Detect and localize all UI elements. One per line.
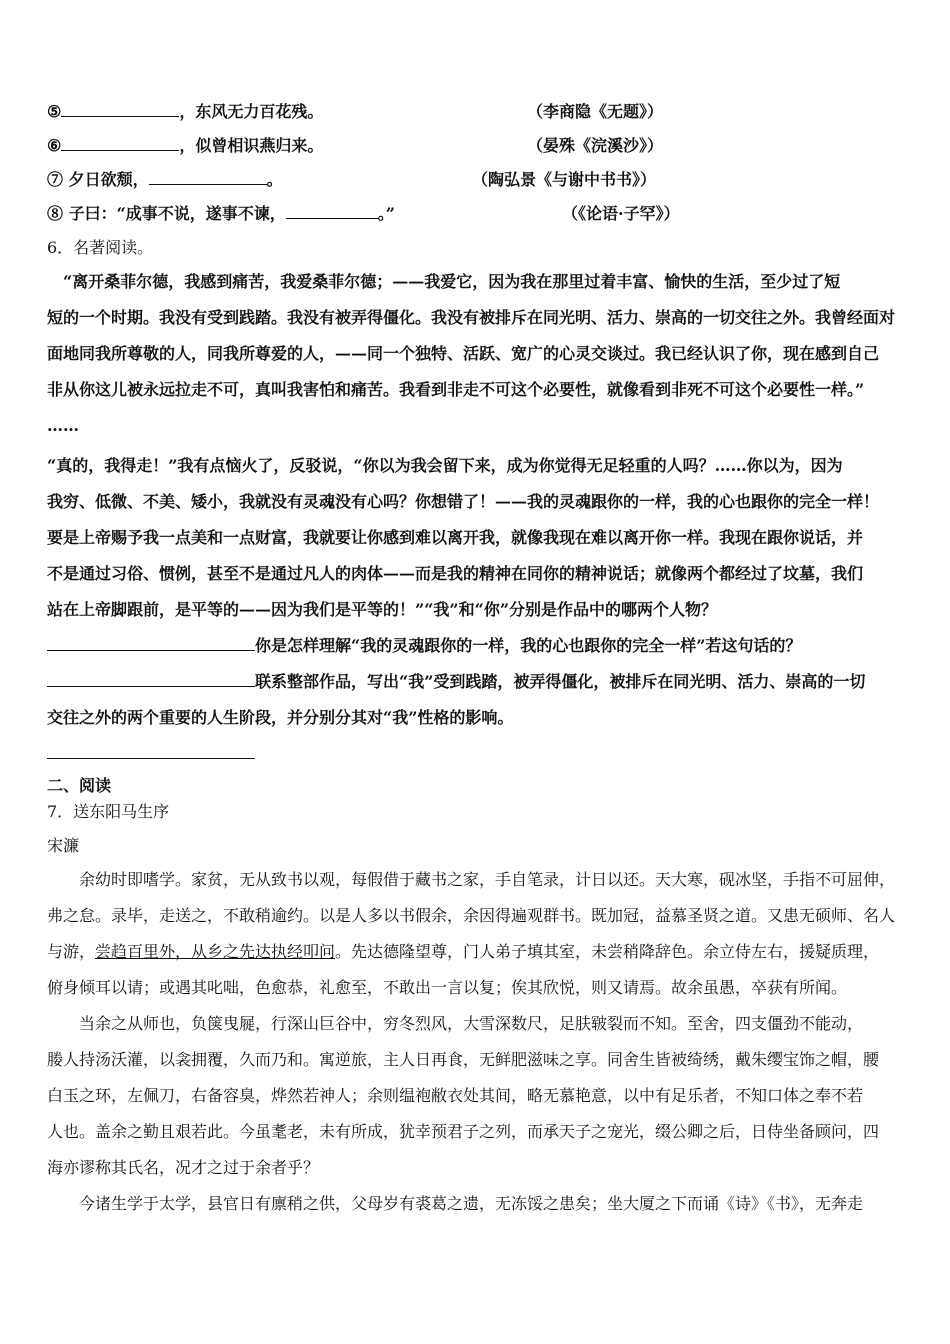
answer-blank[interactable] — [286, 204, 378, 219]
poem-lead: ⑧ 子曰：“成事不说，遂事不谏， — [47, 204, 286, 223]
text-line: 弗之怠。录毕，走送之，不敢稍逾约。以是人多以书假余，余因得遍观群书。既加冠，益慕圣贤之道。又患无硕师、名人 — [47, 906, 896, 925]
passage-line: “真的，我得走！”我有点恼火了，反驳说，“你以为我会留下来，成为你觉得无足轻重的人吗？……你以为，因为 — [47, 456, 843, 475]
poem-line-6 — [47, 136, 905, 156]
passage-line: 短的一个时期。我没有受到践踏。我没有被弄得僵化。我没有被排斥在同光明、活力、崇高的一切交往之外。我曾经面对 — [47, 308, 896, 327]
section-heading: 二、阅读 — [47, 776, 112, 795]
text-line: 白玉之环，左佩刀，右备容臭，烨然若神人；余则缊袍敝衣处其间，略无慕艳意，以中有足乐者，不知口体之奉不若 — [47, 1086, 864, 1105]
text-line: 人也。盖余之勤且艰若此。今虽耄老，未有所成，犹幸预君子之列，而承天子之宠光，缀公卿之后，日侍坐备顾问，四 — [47, 1122, 880, 1141]
poem-source: （《论语·子罕》） — [562, 204, 680, 223]
question-6-part-2 — [47, 636, 905, 656]
passage-line: 站在上帝脚跟前，是平等的——因为我们是平等的！”“我”和“你”分别是作品中的哪两个人物？ — [47, 600, 718, 619]
poem-text: 。 — [266, 170, 283, 189]
answer-blank[interactable] — [61, 102, 179, 117]
passage-ellipsis: …… — [47, 416, 79, 435]
text-line: 今诸生学于太学，县官日有廪稍之供，父母岁有裘葛之遗，无冻馁之患矣；坐大厦之下而诵《诗》《书》，无奔走 — [79, 1194, 864, 1213]
answer-blank[interactable] — [61, 136, 179, 151]
question-6-part-3 — [47, 672, 905, 692]
question-text: 联系整部作品，写出“我”受到践踏，被弄得僵化，被排斥在同光明、活力、崇高的一切 — [255, 672, 866, 691]
poem-text: 。” — [377, 204, 395, 223]
poem-line-8 — [47, 204, 905, 224]
passage-line: 要是上帝赐予我一点美和一点财富，我就要让你感到难以离开我，就像我现在难以离开你一样。我现在跟你说话，并 — [47, 528, 864, 547]
poem-source: （李商隐《无题》） — [527, 102, 664, 121]
poem-text: ，东风无力百花残。 — [179, 102, 324, 121]
question-7-title: 7．送东阳马生序 — [47, 802, 170, 821]
question-text: 你是怎样理解“我的灵魂跟你的一样，我的心也跟你的完全一样”若这句话的？ — [255, 636, 802, 655]
poem-text: ，似曾相识燕归来。 — [179, 136, 324, 155]
passage-line: 不是通过习俗、惯例，甚至不是通过凡人的肉体——而是我的精神在同你的精神说话；就像两个都经过了坟墓，我们 — [47, 564, 864, 583]
poem-lead: ⑤ — [47, 102, 62, 121]
text-line: 媵人持汤沃灌，以衾拥覆，久而乃和。寓逆旅，主人日再食，无鲜肥滋味之享。同舍生皆被绮绣，戴朱缨宝饰之帽，腰 — [47, 1050, 880, 1069]
text-line: 余幼时即嗜学。家贫，无从致书以观，每假借于藏书之家，手自笔录，计日以还。天大寒，砚冰坚，手指不可屈伸， — [79, 870, 896, 889]
author: 宋濂 — [47, 836, 80, 855]
question-6-title: 6．名著阅读。 — [47, 238, 154, 257]
text-line — [47, 942, 905, 962]
answer-blank[interactable] — [47, 636, 255, 651]
passage-line: 我穷、低微、不美、矮小，我就没有灵魂没有心吗？你想错了！——我的灵魂跟你的一样，我的心也跟你的完全一样！ — [47, 492, 880, 511]
passage-line: 面地同我所尊敬的人，同我所尊爱的人，——同一个独特、活跃、宽广的心灵交谈过。我已经认识了你，现在感到自己 — [47, 344, 880, 363]
text-segment: 。先达德隆望尊，门人弟子填其室，未尝稍降辞色。余立侍左右，援疑质理， — [335, 942, 880, 961]
passage-line: 非从你这儿被永远拉走不可，真叫我害怕和痛苦。我看到非走不可这个必要性，就像看到非死不可这个必要性一样。” — [47, 380, 865, 399]
text-segment: 与游， — [47, 942, 96, 961]
poem-line-7 — [47, 170, 905, 190]
poem-lead: ⑦ 夕日欲颓， — [47, 170, 149, 189]
poem-source: （晏殊《浣溪沙》） — [527, 136, 664, 155]
answer-blank[interactable] — [47, 758, 255, 759]
answer-blank[interactable] — [149, 170, 267, 185]
question-6-part-3-cont: 交往之外的两个重要的人生阶段，并分别分其对“我”性格的影响。 — [47, 708, 514, 727]
answer-blank[interactable] — [47, 672, 255, 687]
poem-source: （陶弘景《与谢中书书》） — [472, 170, 657, 189]
underlined-sentence: 尝趋百里外，从乡之先达执经叩问 — [95, 942, 336, 961]
poem-lead: ⑥ — [47, 136, 62, 155]
poem-line-5 — [47, 102, 905, 122]
text-line: 当余之从师也，负箧曳屣，行深山巨谷中，穷冬烈风，大雪深数尺，足肤皲裂而不知。至舍，四支僵劲不能动， — [79, 1014, 864, 1033]
passage-line: “离开桑菲尔德，我感到痛苦，我爱桑菲尔德；——我爱它，因为我在那里过着丰富、愉快的生活，至少过了短 — [63, 272, 841, 291]
text-line: 海亦谬称其氏名，况才之过于余者乎？ — [47, 1158, 320, 1177]
text-line: 俯身倾耳以请；或遇其叱咄，色愈恭，礼愈至，不敢出一言以复；俟其欣悦，则又请焉。故余虽愚，卒获有所闻。 — [47, 978, 848, 997]
